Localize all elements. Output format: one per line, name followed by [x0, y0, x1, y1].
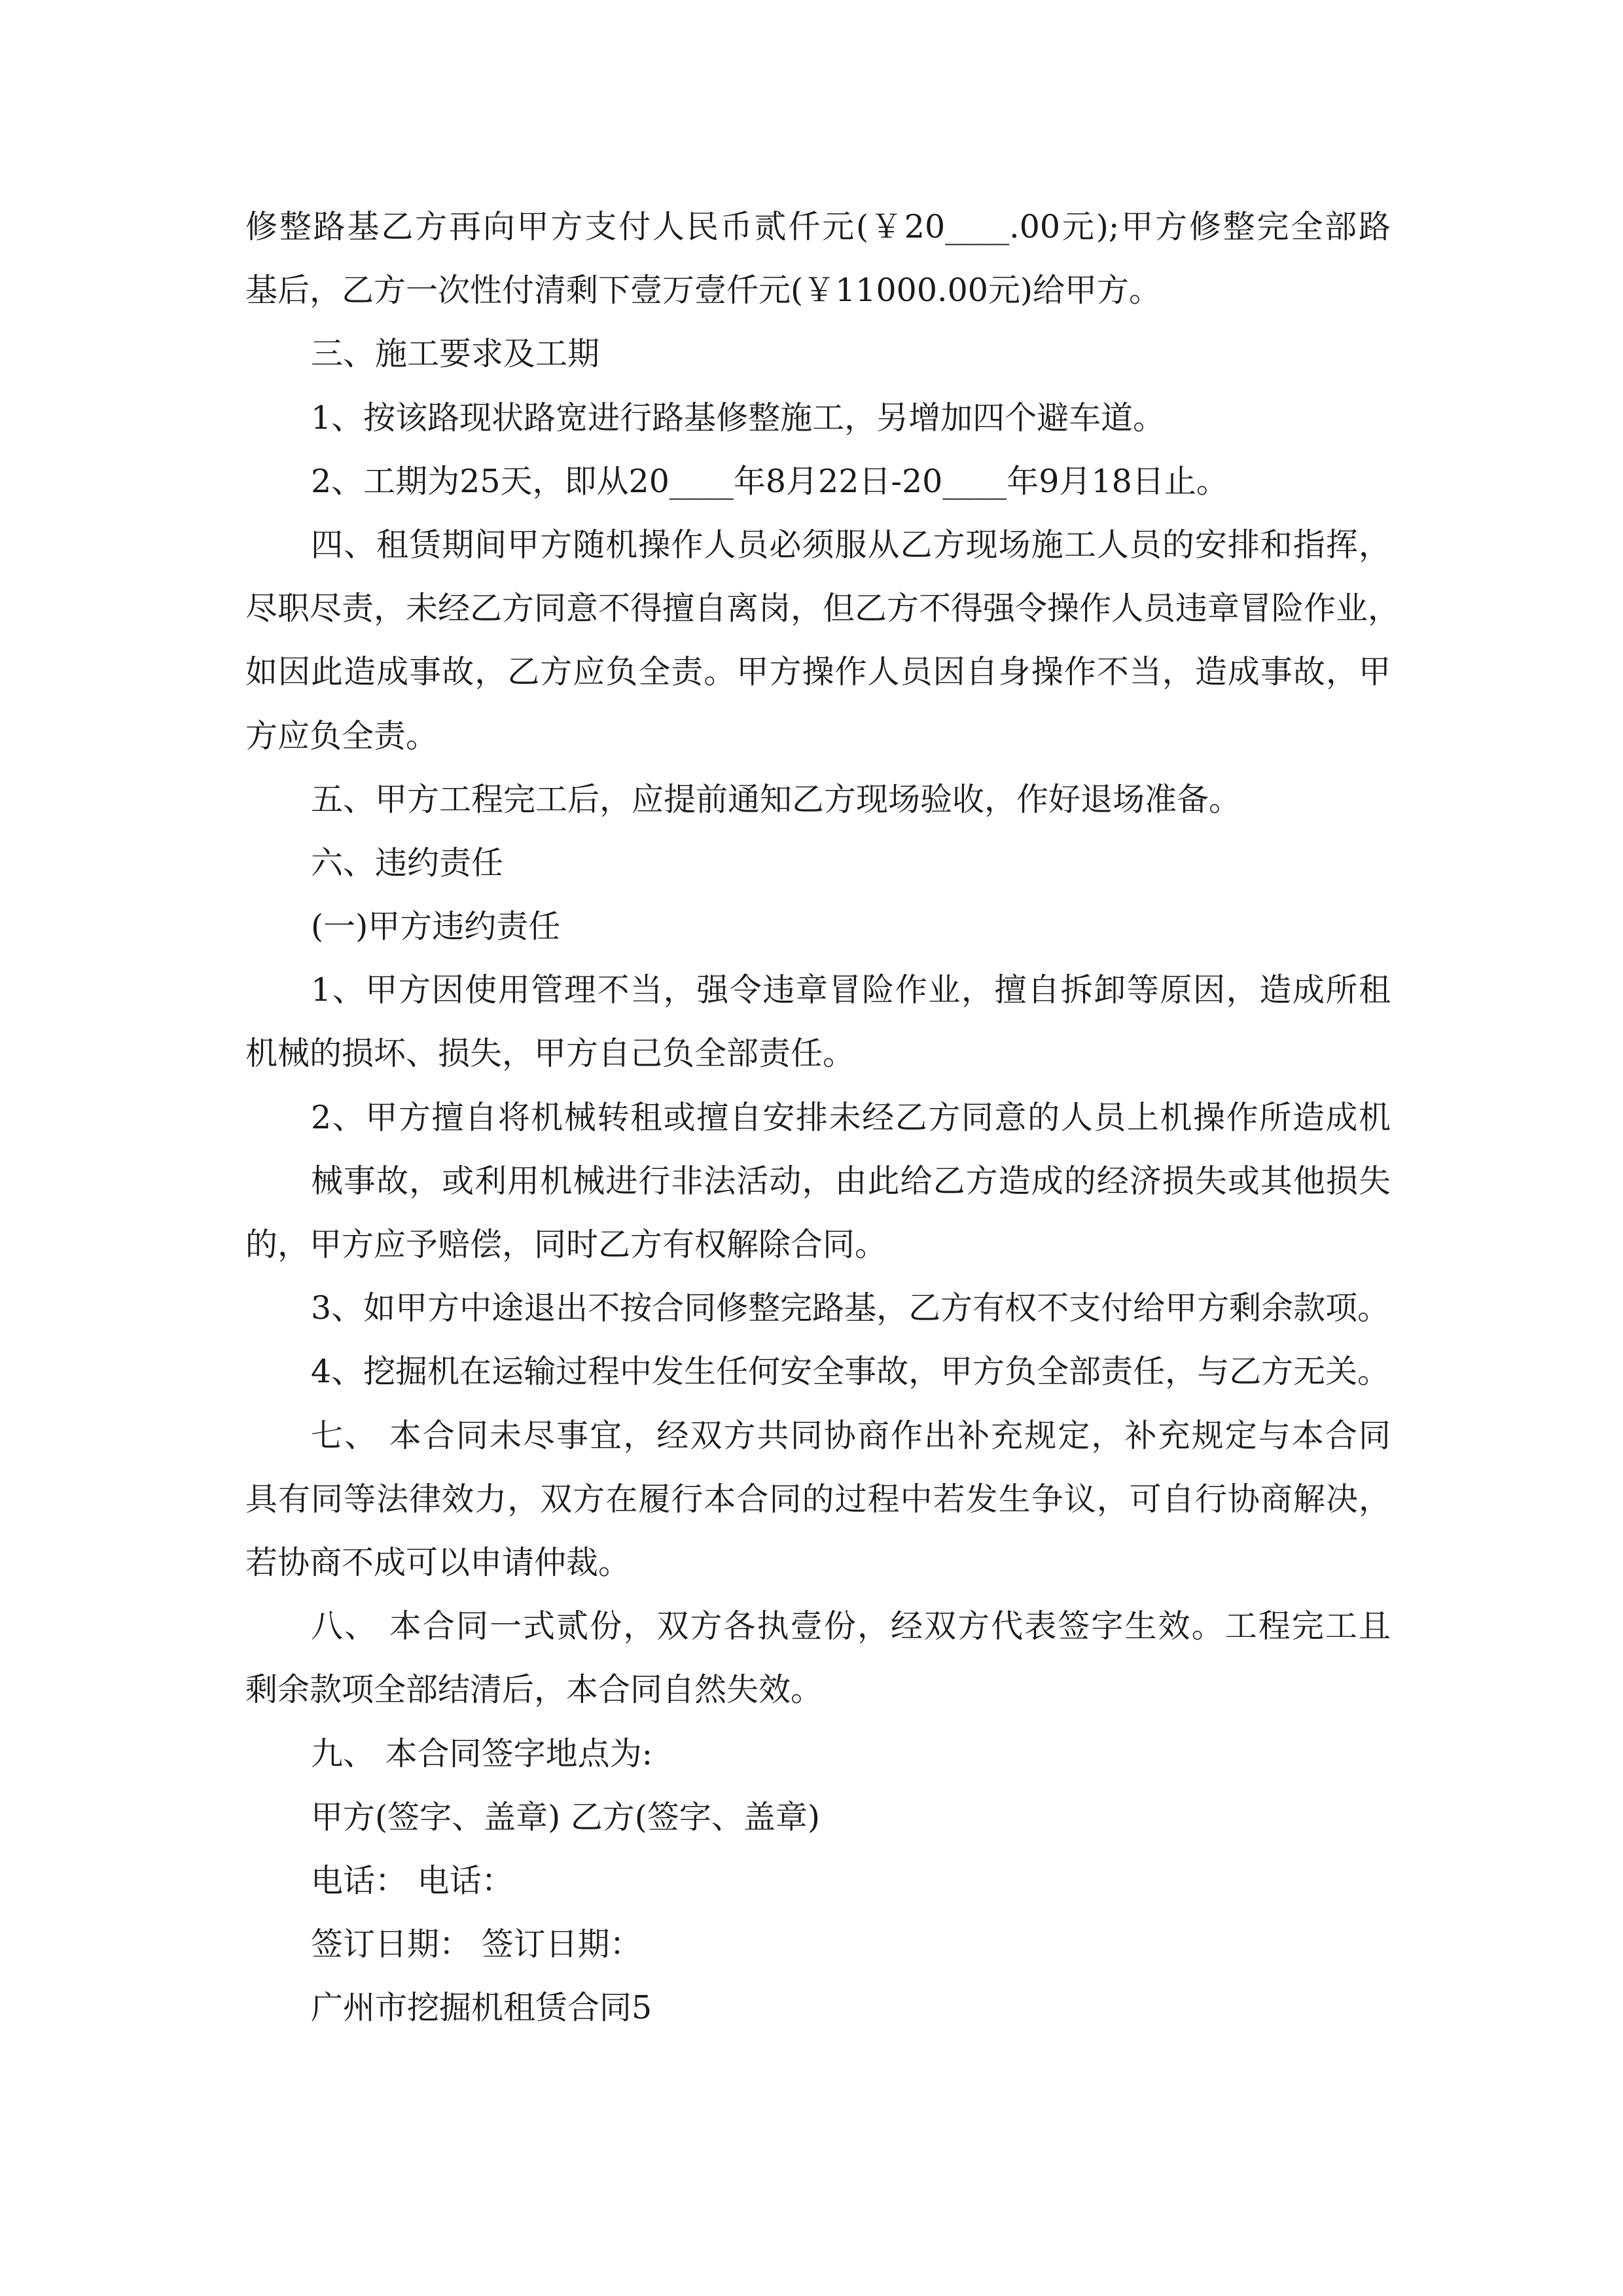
text-line: 五、甲方工程完工后，应提前通知乙方现场验收，作好退场准备。	[311, 780, 1241, 818]
text-line: 六、违约责任	[311, 844, 504, 882]
text-line: 1、甲方因使用管理不当，强令违章冒险作业，擅自拆卸等原因，造成所租	[311, 971, 1391, 1009]
text-line: 甲方(签字、盖章) 乙方(签字、盖章)	[311, 1798, 821, 1836]
text-line: 尽职尽责，未经乙方同意不得擅自离岗，但乙方不得强令操作人员违章冒险作业，	[245, 590, 1400, 628]
text-line: 如因此造成事故，乙方应负全责。甲方操作人员因自身操作不当，造成事故，甲	[245, 653, 1391, 691]
text-line: 修整路基乙方再向甲方支付人民币贰仟元(￥20____.00元);甲方修整完全部路	[245, 208, 1391, 245]
text-line: 方应负全责。	[245, 717, 438, 755]
text-line: 具有同等法律效力，双方在履行本合同的过程中若发生争议，可自行协商解决，	[245, 1480, 1391, 1518]
text-line: 2、工期为25天，即从20____年8月22日-20____年9月18日止。	[311, 462, 1228, 500]
text-line: 械事故，或利用机械进行非法活动，由此给乙方造成的经济损失或其他损失	[311, 1162, 1391, 1200]
contract-body	[245, 204, 1400, 2049]
text-line: 签订日期： 签订日期：	[311, 1926, 642, 1964]
text-line: 若协商不成可以申请仲裁。	[245, 1543, 631, 1581]
text-line: (一)甲方违约责任	[311, 908, 561, 946]
text-line: 九、 本合同签字地点为:	[311, 1734, 653, 1772]
text-line: 的，甲方应予赔偿，同时乙方有权解除合同。	[245, 1226, 887, 1263]
text-line: 电话： 电话：	[311, 1861, 514, 1899]
text-line: 三、施工要求及工期	[311, 335, 600, 373]
text-line: 2、甲方擅自将机械转租或擅自安排未经乙方同意的人员上机操作所造成机	[311, 1098, 1391, 1136]
text-line: 机械的损坏、损失，甲方自己负全部责任。	[245, 1035, 855, 1073]
text-line: 四、租赁期间甲方随机操作人员必须服从乙方现场施工人员的安排和指挥，	[311, 526, 1391, 564]
text-line: 1、按该路现状路宽进行路基修整施工，另增加四个避车道。	[311, 399, 1166, 437]
text-line: 3、如甲方中途退出不按合同修整完路基，乙方有权不支付给甲方剩余款项。	[311, 1289, 1390, 1327]
text-line: 七、 本合同未尽事宜，经双方共同协商作出补充规定，补充规定与本合同	[311, 1416, 1391, 1454]
text-line: 4、挖掘机在运输过程中发生任何安全事故，甲方负全部责任，与乙方无关。	[311, 1353, 1390, 1391]
text-line: 八、 本合同一式贰份，双方各执壹份，经双方代表签字生效。工程完工且	[311, 1607, 1391, 1645]
text-line: 剩余款项全部结清后，本合同自然失效。	[245, 1671, 823, 1709]
text-line: 广州市挖掘机租赁合同5	[311, 1989, 652, 2027]
text-line: 基后，乙方一次性付清剩下壹万壹仟元(￥11000.00元)给甲方。	[245, 272, 1162, 310]
